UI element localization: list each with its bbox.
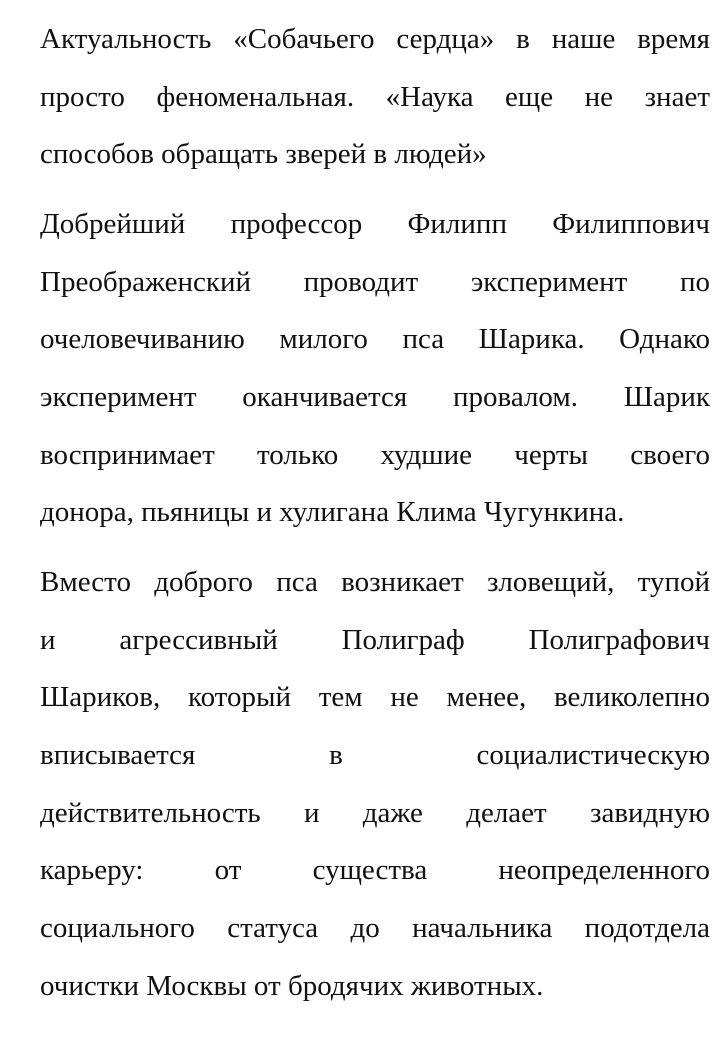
text-line: и агрессивный Полиграф Полиграфович xyxy=(40,623,710,656)
text-line: эксперимент оканчивается провалом. Шарик xyxy=(40,381,710,414)
text-line: Вместо доброго пса возникает зловещий, тупой xyxy=(40,566,710,598)
text-line: очистки Москвы от бродячих животных. xyxy=(40,969,544,1002)
paragraph-1 xyxy=(40,11,710,184)
text-line: Актуальность «Собачьего сердца» в наше время xyxy=(40,23,710,55)
text-line: способов обращать зверей в людей» xyxy=(40,138,487,171)
paragraph-2 xyxy=(40,196,710,542)
text-line: Добрейший профессор Филипп Филиппович xyxy=(40,208,710,240)
text-line: социального статуса до начальника подотдела xyxy=(40,912,710,945)
text-line: карьеру: от существа неопределенного xyxy=(40,854,710,887)
text-line: очеловечиванию милого пса Шарика. Однако xyxy=(40,323,710,356)
text-line: Преображенский проводит эксперимент по xyxy=(40,265,710,298)
text-line: просто феноменальная. «Наука еще не знает xyxy=(40,80,710,113)
paragraph-3 xyxy=(40,554,710,1016)
text-line: донора, пьяницы и хулигана Клима Чугункина. xyxy=(40,496,625,529)
text-line: Шариков, который тем не менее, великолепно xyxy=(40,681,710,714)
text-line: воспринимает только худшие черты своего xyxy=(40,438,710,471)
text-line: вписывается в социалистическую xyxy=(40,739,710,772)
text-line: действительность и даже делает завидную xyxy=(40,796,710,829)
